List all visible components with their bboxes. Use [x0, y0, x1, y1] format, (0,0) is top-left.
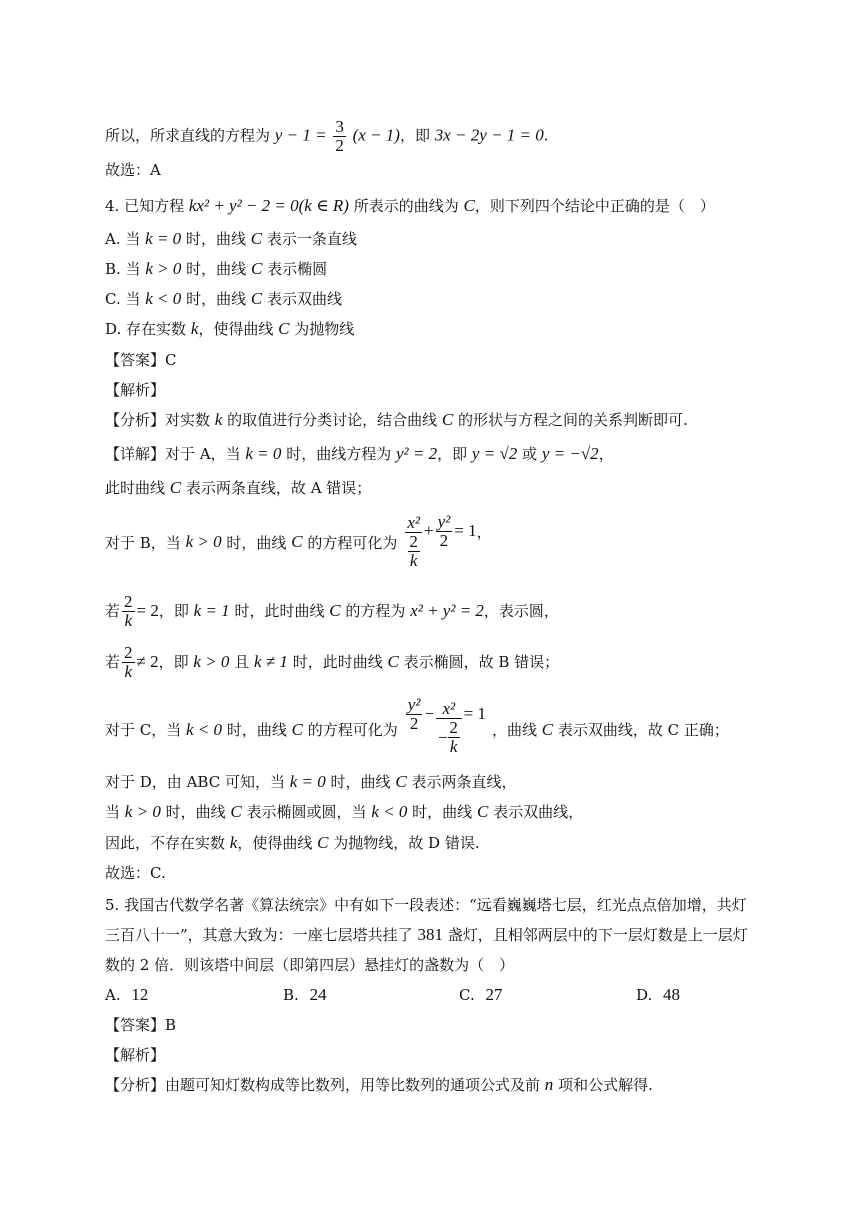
text: 【详解】对于 A，当 — [105, 445, 241, 463]
text: 表示椭圆 — [267, 260, 328, 278]
text: ，即 — [399, 126, 430, 145]
text: 表示双曲线 — [267, 290, 343, 308]
xiangjie-a-2 — [105, 478, 371, 498]
text: 所表示的曲线为 — [353, 197, 459, 215]
text: A. 当 — [105, 230, 141, 248]
text: 时，此时曲线 — [292, 653, 383, 671]
circle-equation: x² + y² = 2 — [410, 601, 484, 620]
analysis-4: 【解析】 — [105, 381, 166, 399]
var-C: C — [250, 229, 263, 248]
text: 表示两条直线，故 A 错误； — [185, 479, 372, 497]
text: 表示双曲线， — [493, 803, 584, 821]
text: 为抛物线，故 D 错误. — [333, 834, 480, 852]
text: 的方程可化为 — [307, 533, 398, 552]
text: ，使得曲线 — [198, 320, 274, 338]
xiangjie-a — [105, 444, 614, 464]
option-value: 48 — [663, 985, 681, 1004]
fraction-y — [436, 513, 453, 550]
fenxi-4 — [105, 410, 688, 430]
numerator: 2 — [124, 591, 133, 611]
fraction — [122, 593, 135, 630]
equation: y² = 2 — [396, 444, 438, 463]
denominator: k — [124, 610, 133, 630]
numerator: x² — [407, 513, 420, 532]
condition: k < 0 — [371, 802, 408, 821]
var-C: C — [541, 720, 554, 739]
question-4-stem — [105, 196, 715, 216]
numerator: y² — [407, 694, 421, 714]
text: 此时曲线 — [105, 479, 166, 497]
text: 的形状与方程之间的关系判断即可. — [458, 411, 688, 429]
var-C: C — [395, 772, 407, 791]
text: 时，曲线 — [226, 533, 287, 552]
option-value: 12 — [131, 985, 149, 1004]
text: 当 — [105, 803, 121, 821]
option-5-d — [636, 985, 680, 1005]
inner-num: 2 — [409, 532, 418, 551]
text: ，曲线 — [491, 721, 537, 739]
var-C: C — [230, 802, 242, 821]
text: 时，曲线 — [330, 773, 391, 791]
fraction-x — [405, 514, 422, 570]
text: 表示一条直线 — [266, 230, 357, 248]
text: 项和公式解得. — [558, 1076, 653, 1094]
text: 时，曲线 — [186, 290, 247, 308]
condition: k = 1 — [193, 601, 230, 620]
var-C: C — [250, 289, 263, 308]
text: 的取值进行分类讨论，结合曲线 — [227, 411, 438, 429]
text: 的方程可化为 — [307, 721, 398, 739]
option-a — [105, 229, 357, 249]
xiangjie-d-3 — [105, 833, 480, 853]
number: 381 — [417, 925, 443, 944]
question-5-line-3: 数的 2 倍．则该塔中间层（即第四层）悬挂灯的盏数为（ ） — [105, 956, 515, 974]
text: 的方程为 — [345, 602, 406, 620]
xiangjie-b-1 — [105, 590, 559, 632]
text: 【分析】对实数 — [105, 411, 211, 429]
var-k: k — [229, 833, 238, 852]
option-5-a — [105, 985, 148, 1005]
text: 时，曲线方程为 — [286, 445, 392, 463]
condition: k = 0 — [145, 229, 182, 248]
xiangjie-c — [105, 692, 729, 764]
option-label: C. — [459, 986, 475, 1004]
text: 因此，不存在实数 — [105, 834, 226, 852]
option-value: 27 — [485, 985, 503, 1004]
fenxi-5 — [105, 1075, 653, 1095]
text: B. 当 — [105, 260, 141, 278]
equation: kx² + y² − 2 = 0(k ∈ R) — [188, 196, 349, 215]
condition: k > 0 — [145, 259, 182, 278]
text: 时，曲线 — [226, 721, 287, 739]
text: 【分析】由题可知灯数构成等比数列，用等比数列的通项公式及前 — [105, 1076, 541, 1094]
text: 时，此时曲线 — [234, 602, 325, 620]
var-C: C — [317, 833, 329, 852]
text: ，即 — [158, 602, 189, 620]
answer-4: 【答案】C — [105, 351, 177, 369]
text: ，即 — [437, 445, 468, 463]
text: ，表示圆， — [483, 602, 559, 620]
text: 表示椭圆，故 B 错误； — [403, 653, 560, 671]
text: 为抛物线 — [294, 320, 355, 338]
root-2: y = −√2 — [541, 444, 599, 463]
var-C: C — [250, 259, 263, 278]
var-C: C — [441, 410, 454, 429]
inner-num: 2 — [449, 718, 458, 737]
fraction-denominator: 2 — [335, 136, 344, 155]
answer-5: 【答案】B — [105, 1016, 177, 1034]
option-value: 24 — [309, 985, 327, 1004]
text: C. 当 — [105, 290, 141, 308]
option-5-c — [459, 985, 503, 1005]
condition: k < 0 — [145, 289, 182, 308]
text: 盏灯，且相邻两层中的下一层灯数是上一层灯 — [447, 926, 748, 944]
text: 或 — [522, 445, 538, 463]
option-5-b — [283, 985, 327, 1005]
var-C: C — [329, 601, 341, 620]
text: ， — [476, 522, 492, 541]
text: 若 — [105, 653, 121, 671]
numerator: y² — [437, 511, 451, 531]
condition: k > 0 — [185, 532, 222, 551]
text: D. 存在实数 — [105, 320, 187, 338]
var-C: C — [476, 802, 489, 821]
text: 表示两条直线， — [411, 773, 517, 791]
xiangjie-b-2 — [105, 641, 559, 683]
fraction-x — [436, 700, 462, 756]
text: ， — [598, 445, 614, 463]
solution-line-1 — [105, 118, 549, 155]
equals: = 1 — [463, 704, 486, 723]
choose-line: 故选：A — [105, 161, 161, 179]
condition: k ≠ 1 — [254, 652, 288, 671]
var-C: C — [387, 652, 399, 671]
text: ，则下列四个结论中正确的是（ ） — [474, 197, 715, 215]
numerator: 2 — [124, 642, 133, 662]
numerator: x² — [442, 699, 456, 718]
xiangjie-d-1 — [105, 772, 516, 792]
denominator: 2 — [409, 713, 419, 733]
text: 若 — [105, 602, 121, 620]
condition: k > 0 — [193, 652, 230, 671]
denominator: k — [124, 661, 133, 681]
analysis-5: 【解析】 — [105, 1046, 166, 1064]
text: 时，曲线 — [186, 260, 247, 278]
var-n: n — [544, 1075, 554, 1094]
text: 时，曲线 — [185, 230, 246, 248]
option-d — [105, 319, 354, 339]
choose-4: 故选：C. — [105, 864, 166, 882]
fraction-y — [406, 696, 423, 733]
text: 三百八十一”，其意大致为：一座七层塔共挂了 — [105, 926, 413, 944]
var-k: k — [214, 410, 223, 429]
equals: = 1 — [454, 521, 477, 540]
root-1: y = √2 — [471, 444, 518, 463]
option-b — [105, 259, 327, 279]
var-k: k — [190, 319, 199, 338]
inner-den: k — [449, 737, 458, 756]
minus: − — [424, 704, 435, 723]
option-label: B. — [283, 986, 299, 1004]
xiangjie-b — [105, 510, 492, 574]
xiangjie-d-2 — [105, 802, 583, 822]
text: ，使得曲线 — [237, 834, 313, 852]
text: 表示双曲线，故 C 正确； — [557, 721, 729, 739]
negative-sign: − — [438, 727, 448, 747]
fraction — [333, 118, 346, 155]
var-C: C — [291, 532, 303, 551]
option-label: A. — [105, 986, 121, 1004]
condition: k > 0 — [124, 802, 161, 821]
equals: = 2 — [136, 601, 159, 620]
text: 对于 D，由 ABC 可知，当 — [105, 773, 285, 791]
text: 时，曲线 — [165, 803, 226, 821]
equation-rhs: (x − 1) — [352, 125, 400, 145]
var-C: C — [169, 478, 182, 497]
text: . — [543, 126, 549, 145]
fraction-numerator: 3 — [335, 117, 344, 136]
option-c — [105, 289, 342, 309]
condition: k = 0 — [289, 772, 326, 791]
text: 对于 C，当 — [105, 721, 182, 739]
line-equation: 3x − 2y − 1 = 0 — [434, 125, 544, 145]
text: 且 — [234, 653, 250, 671]
fraction — [122, 644, 135, 681]
plus: + — [423, 521, 434, 540]
condition: k = 0 — [245, 444, 282, 463]
condition: k < 0 — [186, 720, 223, 739]
option-label: D. — [636, 986, 653, 1004]
text: 所以，所求直线的方程为 — [105, 126, 271, 145]
var-C: C — [278, 319, 290, 338]
not-equal: ≠ 2 — [136, 652, 159, 671]
text: 4. 已知方程 — [105, 197, 185, 215]
var-C: C — [463, 196, 475, 215]
denominator — [436, 719, 462, 756]
text: ，即 — [158, 653, 189, 671]
denominator — [406, 533, 422, 570]
question-5-line-1: 5. 我国古代数学名著《算法统宗》中有如下一段表述：“远看巍巍塔七层，红光点点倍加增，共灯 — [105, 896, 747, 914]
var-C: C — [291, 720, 303, 739]
denominator: 2 — [439, 530, 449, 550]
equation-lhs: y − 1 = — [274, 125, 327, 145]
inner-den: k — [409, 551, 418, 570]
question-5-line-2 — [105, 925, 748, 945]
text: 表示椭圆或圆，当 — [246, 803, 367, 821]
text: 对于 B，当 — [105, 533, 181, 552]
text: 时，曲线 — [412, 803, 473, 821]
